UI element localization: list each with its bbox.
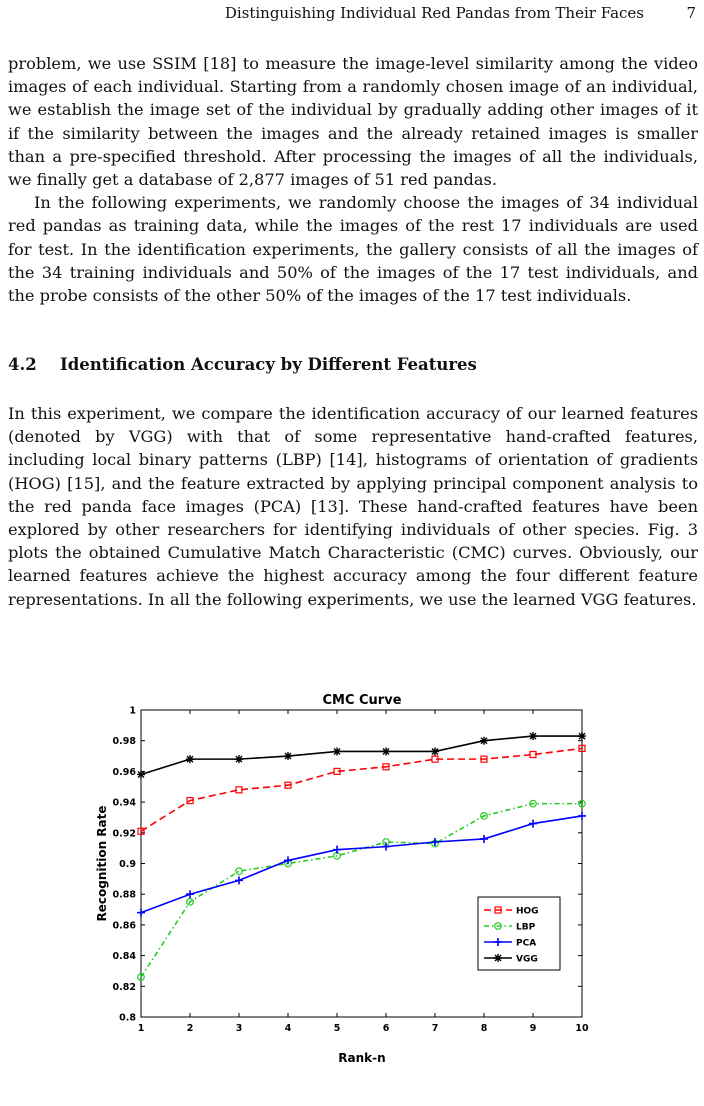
x-tick-label: 2 — [186, 1023, 194, 1034]
data-point-pca — [235, 876, 243, 884]
data-point-pca — [480, 835, 488, 843]
legend-label-vgg: VGG — [516, 954, 538, 965]
y-tick-label: 0.82 — [112, 981, 136, 993]
y-tick-label: 0.96 — [112, 766, 136, 778]
x-tick-label: 7 — [431, 1023, 439, 1034]
x-tick-label: 9 — [529, 1023, 537, 1034]
series-line-hog — [141, 748, 582, 831]
data-point-lbp — [236, 868, 243, 875]
x-tick-label: 3 — [235, 1023, 243, 1034]
x-tick-label: 10 — [575, 1023, 589, 1034]
x-tick-label: 6 — [382, 1023, 390, 1034]
x-axis-label: Rank-n — [338, 1051, 386, 1065]
data-point-vgg — [529, 732, 537, 740]
body-text — [8, 52, 698, 307]
legend-marker-vgg — [494, 954, 502, 962]
legend-label-lbp: LBP — [516, 922, 536, 933]
data-point-vgg — [235, 755, 243, 763]
cmc-chart — [84, 684, 604, 1078]
page-number: 7 — [686, 4, 696, 22]
legend-label-hog: HOG — [516, 906, 539, 917]
y-tick-label: 0.92 — [112, 828, 136, 840]
data-point-vgg — [431, 747, 439, 755]
data-point-vgg — [333, 747, 341, 755]
data-point-pca — [578, 812, 586, 820]
paragraph: problem, we use SSIM [18] to measure the image-level similarity among the video images of each individual. Starting from a randomly chosen image of an individual, we establish the image set of the individual by gradually adding other images of it if the similarity between the images and the already retained images is smaller than a pre-specified threshold. After processing the images of all the individuals, we finally get a database of 2,877 images of 51 red pandas. — [8, 54, 698, 190]
section-number: 4.2 — [8, 355, 37, 374]
data-point-vgg — [284, 752, 292, 760]
section-title: Identification Accuracy by Different Features — [60, 355, 477, 374]
x-tick-label: 4 — [284, 1023, 292, 1034]
y-tick-label: 0.88 — [112, 889, 136, 901]
data-point-pca — [137, 909, 145, 917]
legend-label-pca: PCA — [516, 938, 537, 949]
data-point-pca — [186, 890, 194, 898]
data-point-vgg — [480, 737, 488, 745]
data-point-vgg — [578, 732, 586, 740]
running-title: Distinguishing Individual Red Pandas from Their Faces — [224, 4, 644, 22]
chart-title: CMC Curve — [322, 693, 402, 708]
page-header — [0, 2, 696, 26]
y-tick-label: 1 — [129, 705, 136, 717]
paragraph: In this experiment, we compare the identification accuracy of our learned features (denoted by VGG) with that of some representative hand-crafted features, including local binary patterns (LBP) [14], histograms of orientation of gradients (HOG) [15], and the feature extracted by applying principal component analysis to the red panda face images (PCA) [13]. These hand-crafted features have been explored by other researchers for identifying individuals of other species. Fig. 3 plots the obtained Cumulative Match Characteristic (CMC) curves. Obviously, our learned features achieve the highest accuracy among the four different feature representations. In all the following experiments, we use the learned VGG features. — [8, 404, 698, 609]
paragraph: In the following experiments, we randomly choose the images of 34 individual red pandas as training data, while the images of the rest 17 individuals are used for test. In the identification experiments, the gallery consists of all the images of the 34 training individuals and 50% of the images of the 17 test individuals, and the probe consists of the other 50% of the images of the 17 test individuals. — [8, 193, 698, 306]
x-tick-label: 5 — [333, 1023, 341, 1034]
data-point-pca — [333, 846, 341, 854]
data-point-vgg — [186, 755, 194, 763]
y-tick-label: 0.8 — [119, 1012, 136, 1024]
chart-legend — [478, 897, 560, 970]
data-point-vgg — [382, 747, 390, 755]
data-point-pca — [529, 820, 537, 828]
section-heading — [8, 355, 698, 374]
y-tick-label: 0.86 — [112, 920, 136, 932]
y-tick-label: 0.84 — [112, 951, 136, 963]
y-tick-label: 0.94 — [112, 797, 136, 809]
y-tick-label: 0.9 — [119, 859, 136, 870]
section-body — [8, 402, 698, 611]
y-axis-label: Recognition Rate — [95, 805, 109, 922]
y-tick-label: 0.98 — [112, 736, 136, 748]
x-tick-label: 8 — [480, 1023, 488, 1034]
x-tick-label: 1 — [137, 1023, 145, 1034]
data-point-vgg — [137, 770, 145, 778]
